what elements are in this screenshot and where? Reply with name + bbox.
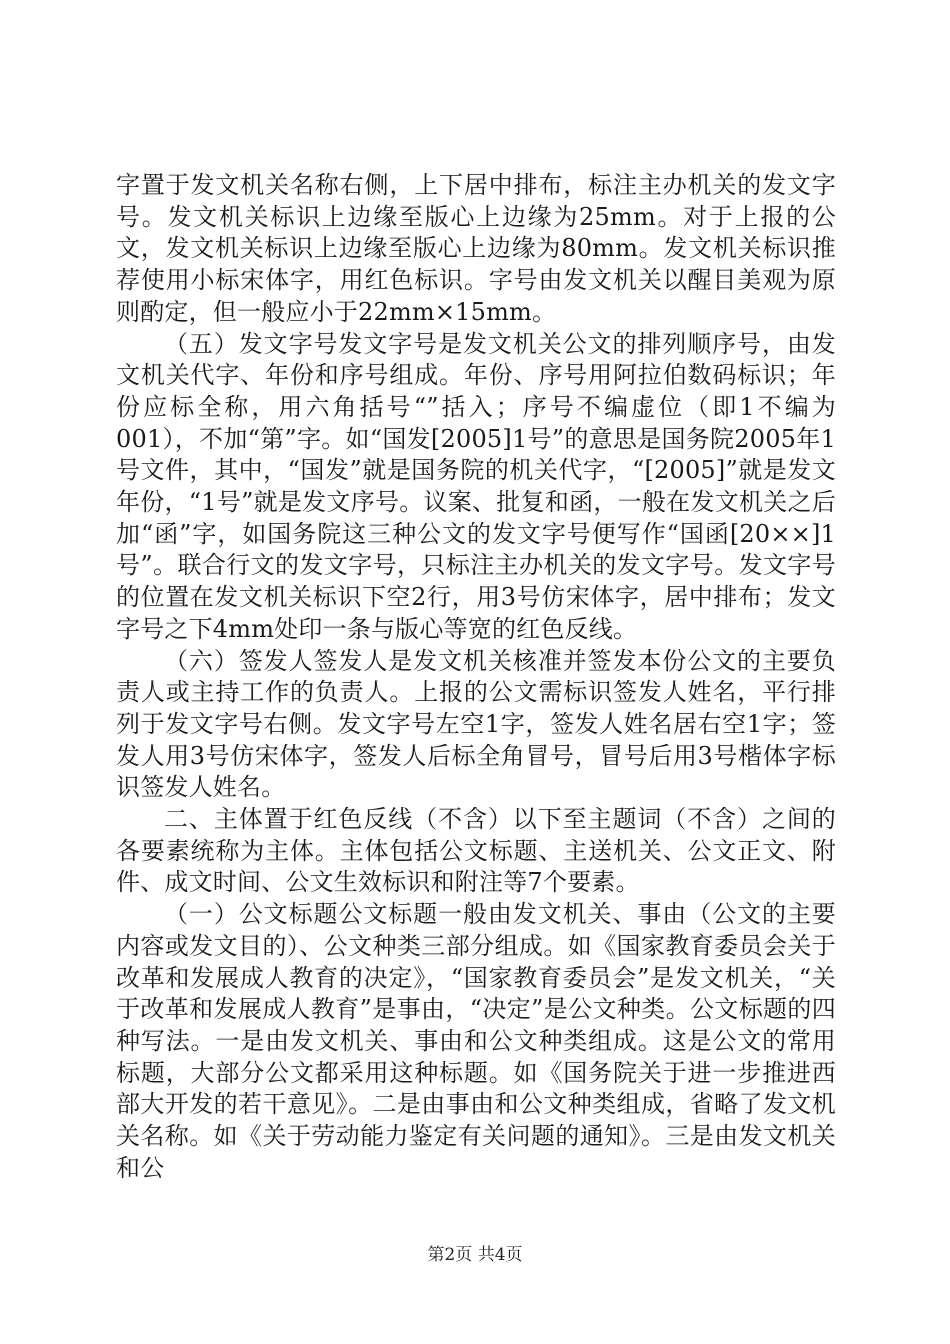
paragraph-issuing-number: （五）发文字号发文字号是发文机关公文的排列顺序号，由发文机关代字、年份和序号组成。年份、序号用阿拉伯数码标识；年份应标全称，用六角括号“”括入；序号不编虚位（即1不编为001），不加“第”字。如“国发[2005]1号”的意思是国务院2005年1号文件，其中，“国发”就是国务院的机关代字，“[2005]”就是发文年份，“1号”就是发文序号。议案、批复和函，一般在发文机关之后加“函”字，如国务院这三种公文的发文字号便写作“国函[20××]1号”。联合行文的发文字号，只标注主办机关的发文字号。发文字号的位置在发文机关标识下空2行，用3号仿宋体字，居中排布；发文字号之下4mm处印一条与版心等宽的红色反线。 [116, 329, 836, 643]
document-body [116, 170, 836, 1185]
page-footer: 第2页 共4页 [427, 1245, 523, 1265]
paragraph-signer: （六）签发人签发人是发文机关核准并签发本份公文的主要负责人或主持工作的负责人。上报的公文需标识签发人姓名，平行排列于发文字号右侧。发文字号左空1字，签发人姓名居右空1字；签发人用3号仿宋体字，签发人后标全角冒号，冒号后用3号楷体字标识签发人姓名。 [116, 646, 836, 802]
paragraph-document-title: （一）公文标题公文标题一般由发文机关、事由（公文的主要内容或发文目的）、公文种类三部分组成。如《国家教育委员会关于改革和发展成人教育的决定》，“国家教育委员会”是发文机关，“关于改革和发展成人教育”是事由，“决定”是公文种类。公文标题的四种写法。一是由发文机关、事由和公文种类组成。这是公文的常用标题，大部分公文都采用这种标题。如《国务院关于进一步推进西部大开发的若干意见》。二是由事由和公文种类组成，省略了发文机关名称。如《关于劳动能力鉴定有关问题的通知》。三是由发文机关和公 [116, 900, 836, 1182]
paragraph-continuation: 字置于发文机关名称右侧，上下居中排布，标注主办机关的发文字号。发文机关标识上边缘至版心上边缘为25mm。对于上报的公文，发文机关标识上边缘至版心上边缘为80mm。发文机关标识推荐使用小标宋体字，用红色标识。字号由发文机关以醒目美观为原则酌定，但一般应小于22mm×15mm。 [116, 171, 836, 326]
paragraph-main-body: 二、主体置于红色反线（不含）以下至主题词（不含）之间的各要素统称为主体。主体包括公文标题、主送机关、公文正文、附件、成文时间、公文生效标识和附注等7个要素。 [116, 805, 836, 897]
